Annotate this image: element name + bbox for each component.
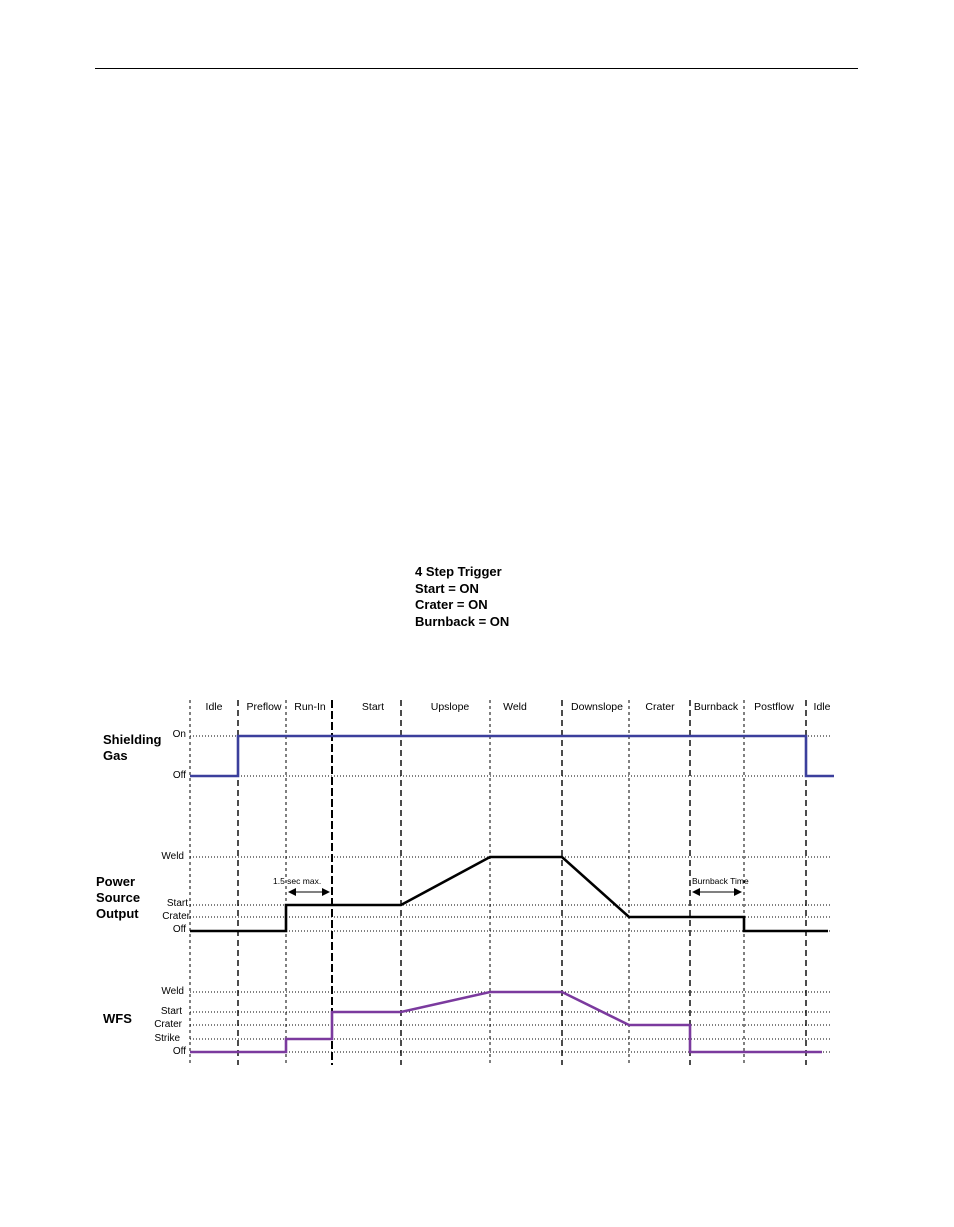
- power-source-label-line3: Output: [96, 906, 139, 921]
- wfs-level-strike: Strike: [154, 1033, 180, 1044]
- wfs-group: [103, 986, 830, 1057]
- phase-label-crater: Crater: [645, 701, 675, 713]
- phase-label-idle-end: Idle: [813, 701, 831, 713]
- wfs-level-weld: Weld: [161, 986, 184, 997]
- power-level-start: Start: [166, 898, 188, 909]
- power-source-group: [96, 851, 830, 935]
- phase-labels: [206, 701, 831, 713]
- phase-label-idle: Idle: [205, 701, 223, 713]
- phase-label-weld: Weld: [503, 701, 527, 713]
- power-level-off: Off: [172, 924, 186, 935]
- power-level-weld: Weld: [161, 851, 184, 862]
- phase-label-runin: Run-In: [294, 701, 326, 713]
- gas-level-on: On: [172, 729, 186, 740]
- phase-label-burnback: Burnback: [693, 701, 739, 713]
- gas-signal-trace: [190, 736, 834, 776]
- phase-label-preflow: Preflow: [246, 701, 282, 713]
- wfs-level-off: Off: [172, 1046, 186, 1057]
- power-source-label-line1: Power: [96, 874, 136, 889]
- shielding-gas-label-line2: Gas: [103, 748, 128, 763]
- shielding-gas-label-line1: Shielding: [103, 732, 162, 747]
- run-in-max-label: 1.5 sec max.: [273, 876, 322, 886]
- phase-label-postflow: Postflow: [754, 701, 794, 713]
- trigger-setting-start: Start = ON: [415, 580, 479, 596]
- trigger-title: 4 Step Trigger: [415, 564, 502, 579]
- power-source-label-line2: Source: [96, 890, 141, 905]
- trigger-setting-burnback: Burnback = ON: [415, 613, 510, 629]
- trigger-setting-crater: Crater = ON: [415, 597, 488, 612]
- wfs-level-start: Start: [160, 1006, 182, 1017]
- wfs-level-crater: Crater: [154, 1019, 182, 1030]
- power-level-crater: Crater: [162, 911, 190, 922]
- phase-label-downslope: Downslope: [571, 701, 623, 713]
- wfs-label: WFS: [103, 1011, 132, 1026]
- phase-label-start: Start: [361, 701, 385, 713]
- shielding-gas-group: [103, 729, 834, 781]
- burnback-time-label: Burnback Time: [692, 876, 749, 886]
- wfs-signal-trace: [190, 992, 822, 1052]
- gas-level-off: Off: [172, 770, 186, 781]
- phase-label-upslope: Upslope: [430, 701, 470, 713]
